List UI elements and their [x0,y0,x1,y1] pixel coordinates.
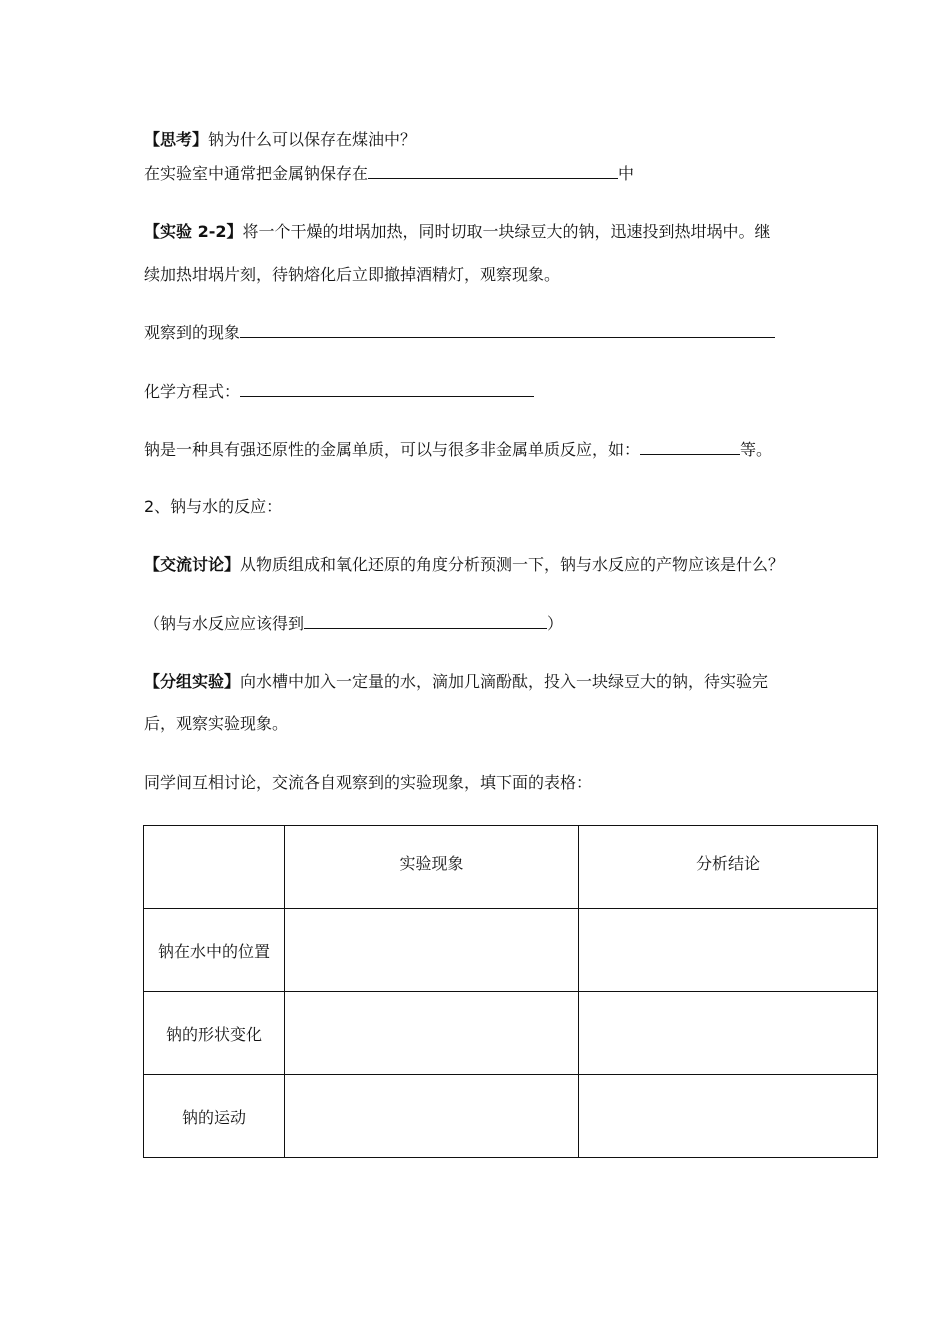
reducing-prefix: 钠是一种具有强还原性的金属单质，可以与很多非金属单质反应，如： [144,440,641,459]
discussion-text: 从物质组成和氧化还原的角度分析预测一下，钠与水反应的产物应该是什么？ [240,555,785,574]
observed-line [144,321,775,344]
discussion-answer-suffix: ） [547,614,564,633]
experiment-text-1: 将一个干燥的坩埚加热，同时切取一块绿豆大的钠，迅速投到热坩埚中。继 [242,222,771,241]
phenomenon-cell[interactable] [285,1075,579,1158]
table-header-row [144,826,878,909]
section-2-title [144,496,282,518]
group-experiment-text-2: 后，观察实验现象。 [144,714,289,733]
row-label-position: 钠在水中的位置 [144,909,285,992]
think-line [144,129,416,151]
group-experiment-text-1: 向水槽中加入一定量的水，滴加几滴酚酞，投入一块绿豆大的钠，待实验完 [240,672,769,691]
instruction-line [144,772,592,794]
table-header-phenomenon: 实验现象 [285,826,579,909]
storage-prefix: 在实验室中通常把金属钠保存在 [144,164,369,183]
table-row [144,992,878,1075]
storage-blank[interactable] [368,162,618,179]
reducing-line [144,438,772,461]
experiment-line-1 [144,221,771,243]
think-tag: 【思考】 [144,130,209,149]
section-2-text: 2、钠与水的反应： [144,497,283,516]
experiment-tag: 【实验 2-2】 [144,222,243,241]
reducing-suffix: 等。 [740,440,773,459]
observation-table [143,825,878,1158]
reducing-blank[interactable] [640,438,740,455]
row-label-shape: 钠的形状变化 [144,992,285,1075]
conclusion-cell[interactable] [579,909,878,992]
table-header-conclusion: 分析结论 [579,826,878,909]
discussion-answer-line [144,612,563,635]
group-experiment-tag: 【分组实验】 [144,672,241,691]
table-row [144,909,878,992]
conclusion-cell[interactable] [579,992,878,1075]
experiment-text-2: 续加热坩埚片刻，待钠熔化后立即撤掉酒精灯，观察现象。 [144,265,561,284]
table-row [144,1075,878,1158]
equation-blank[interactable] [240,380,534,397]
equation-line [144,380,534,403]
instruction-text: 同学间互相讨论，交流各自观察到的实验现象，填下面的表格： [144,773,593,792]
discussion-line [144,554,784,576]
discussion-answer-prefix: （钠与水反应应该得到 [144,614,305,633]
phenomenon-cell[interactable] [285,909,579,992]
think-question: 钠为什么可以保存在煤油中？ [208,130,417,149]
row-label-motion: 钠的运动 [144,1075,285,1158]
conclusion-cell[interactable] [579,1075,878,1158]
table-header-cell [144,826,285,909]
equation-label: 化学方程式： [144,382,241,401]
observed-blank[interactable] [240,321,775,338]
storage-line [144,162,634,185]
discussion-tag: 【交流讨论】 [144,555,241,574]
phenomenon-cell[interactable] [285,992,579,1075]
group-experiment-line-1 [144,671,768,693]
experiment-line-2 [144,264,560,286]
discussion-answer-blank[interactable] [304,612,547,629]
group-experiment-line-2 [144,713,288,735]
observed-label: 观察到的现象 [144,323,241,342]
storage-suffix: 中 [618,164,635,183]
